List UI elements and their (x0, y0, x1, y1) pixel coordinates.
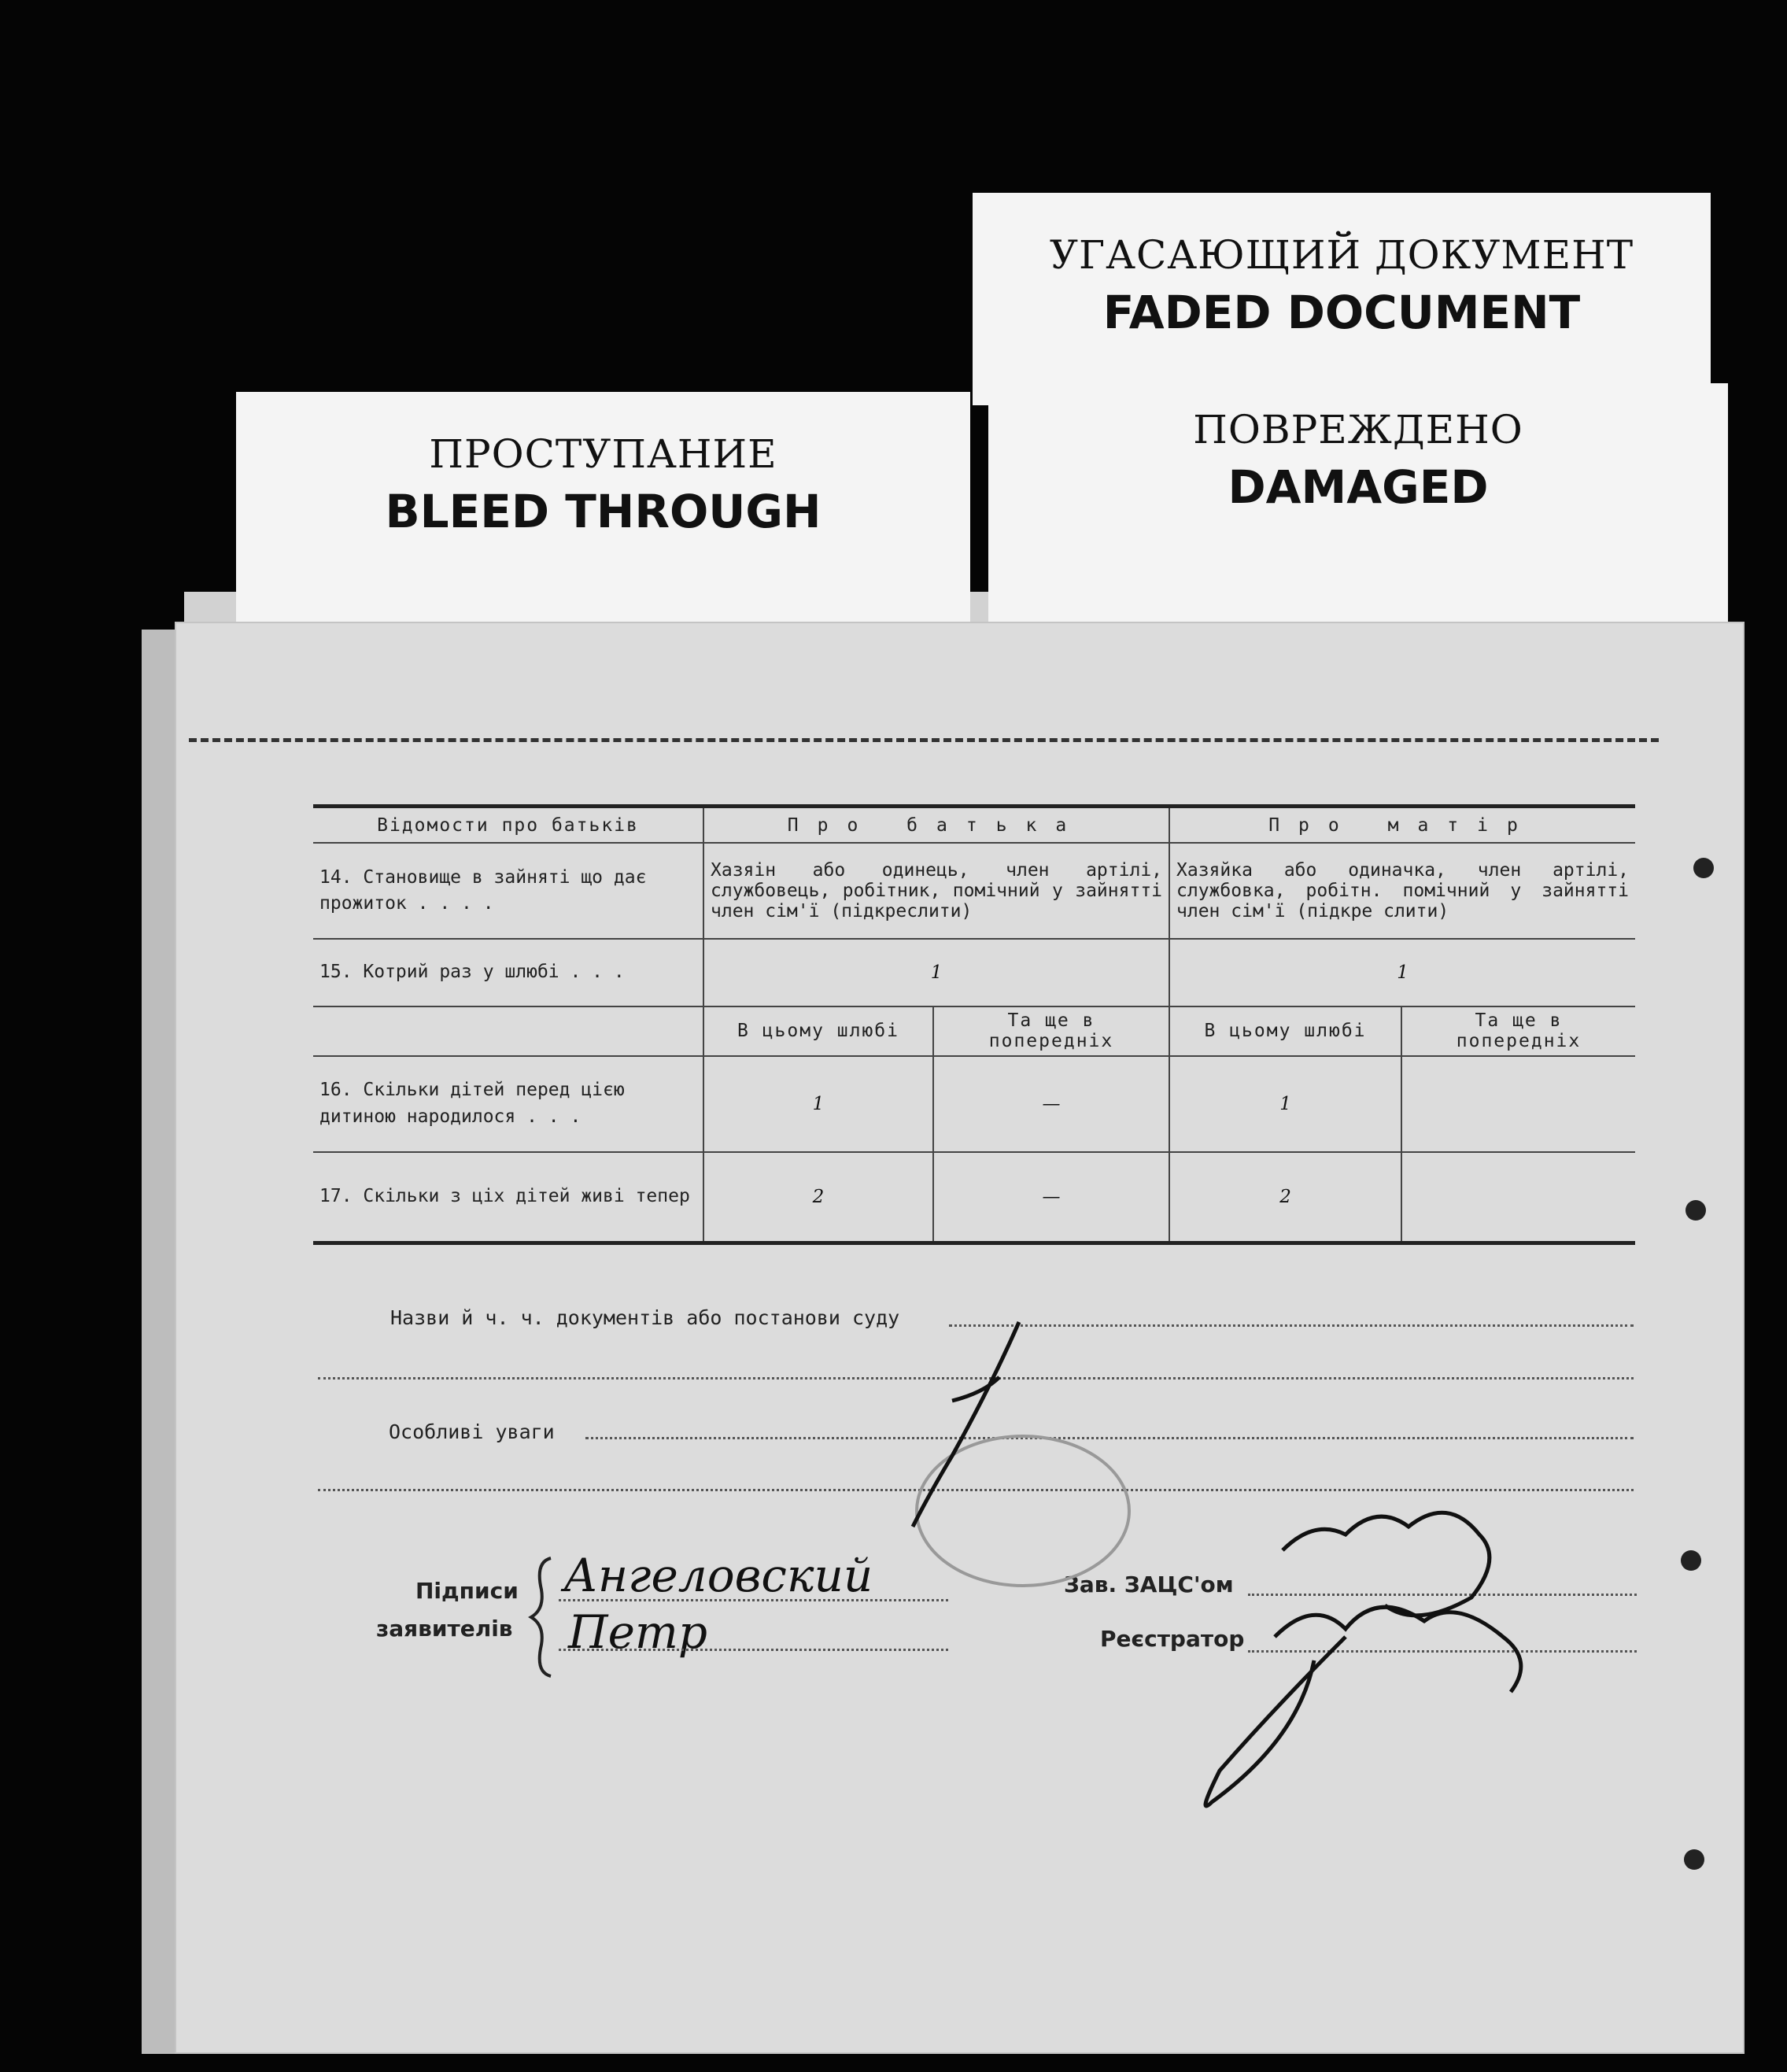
faded-label-en: FADED DOCUMENT (1102, 286, 1581, 339)
punch-hole (1693, 858, 1714, 878)
subheader-empty (313, 1006, 703, 1056)
punch-hole (1685, 1200, 1706, 1221)
damaged-label-ru: ПОВРЕЖДЕНО (1193, 407, 1523, 452)
punch-hole (1681, 1550, 1701, 1571)
applicant-line-2 (559, 1649, 948, 1651)
subheader-mother-this: В цьому шлюбі (1169, 1006, 1401, 1056)
applicant-signature-2: Петр (568, 1605, 708, 1659)
faded-label-ru: УГАСАЮЩИЙ ДОКУМЕНТ (1049, 232, 1634, 278)
bleed-label-en: BLEED THROUGH (385, 485, 822, 538)
brace-icon (527, 1554, 559, 1680)
mother-children-born-previous (1401, 1056, 1635, 1152)
punch-hole (1684, 1849, 1704, 1870)
father-children-born-previous: — (933, 1056, 1169, 1152)
header-father: Про батька (703, 807, 1169, 844)
mother-children-alive-previous (1401, 1152, 1635, 1243)
perforation-line (189, 738, 1659, 742)
header-parents-info: Відомости про батьків (313, 807, 703, 844)
mother-occupation-options: Хазяйка або одиначка, член артілі, службовка, робітн. помічний у зайнятті член сім'ї (підкре слити) (1169, 843, 1635, 939)
bleed-through-label (236, 392, 970, 628)
damaged-label-en: DAMAGED (1228, 460, 1489, 514)
subheader-father-this: В цьому шлюбі (703, 1006, 933, 1056)
father-children-alive-previous: — (933, 1152, 1169, 1243)
applicant-signature-1: Ангеловский (563, 1549, 873, 1602)
head-label: Зав. ЗАЦС'ом (1064, 1572, 1234, 1597)
remarks-field-label: Особливі уваги (389, 1420, 555, 1443)
applicant-line-1 (559, 1599, 948, 1601)
damaged-label (988, 383, 1728, 627)
registrar-label: Реєстратор (1100, 1626, 1245, 1652)
applicants-label-1: Підписи (415, 1578, 519, 1604)
mother-children-alive-this: 2 (1169, 1152, 1401, 1243)
bleed-label-ru: ПРОСТУПАНИЕ (429, 431, 777, 477)
subheader-father-previous: Та ще в попередніх (933, 1006, 1169, 1056)
question-16: 16. Скільки дітей перед цією дитиною народилося . . . (313, 1056, 703, 1152)
subheader-mother-previous: Та ще в попередніх (1401, 1006, 1635, 1056)
father-children-born-this: 1 (703, 1056, 933, 1152)
father-marriage-count: 1 (703, 939, 1169, 1006)
official-signatures-ink (905, 1298, 1613, 1810)
mother-children-born-this: 1 (1169, 1056, 1401, 1152)
father-children-alive-this: 2 (703, 1152, 933, 1243)
father-occupation-options: Хазяін або одинець, член артілі, службовець, робітник, помічний у зайнятті член сім'ї (підкреслити) (703, 843, 1169, 939)
parents-info-table (313, 804, 1635, 1245)
faded-document-label (973, 193, 1711, 405)
mother-marriage-count: 1 (1169, 939, 1635, 1006)
question-17: 17. Скільки з ціх дітей живі тепер (313, 1152, 703, 1243)
documents-field-label: Назви й ч. ч. документів або постанови суду (390, 1306, 900, 1329)
question-14: 14. Становище в зайняті що дає прожиток . . . . (313, 843, 703, 939)
applicants-label-2: заявителів (376, 1616, 513, 1642)
question-15: 15. Котрий раз у шлюбі . . . (313, 939, 703, 1006)
header-mother: Про матір (1169, 807, 1635, 844)
